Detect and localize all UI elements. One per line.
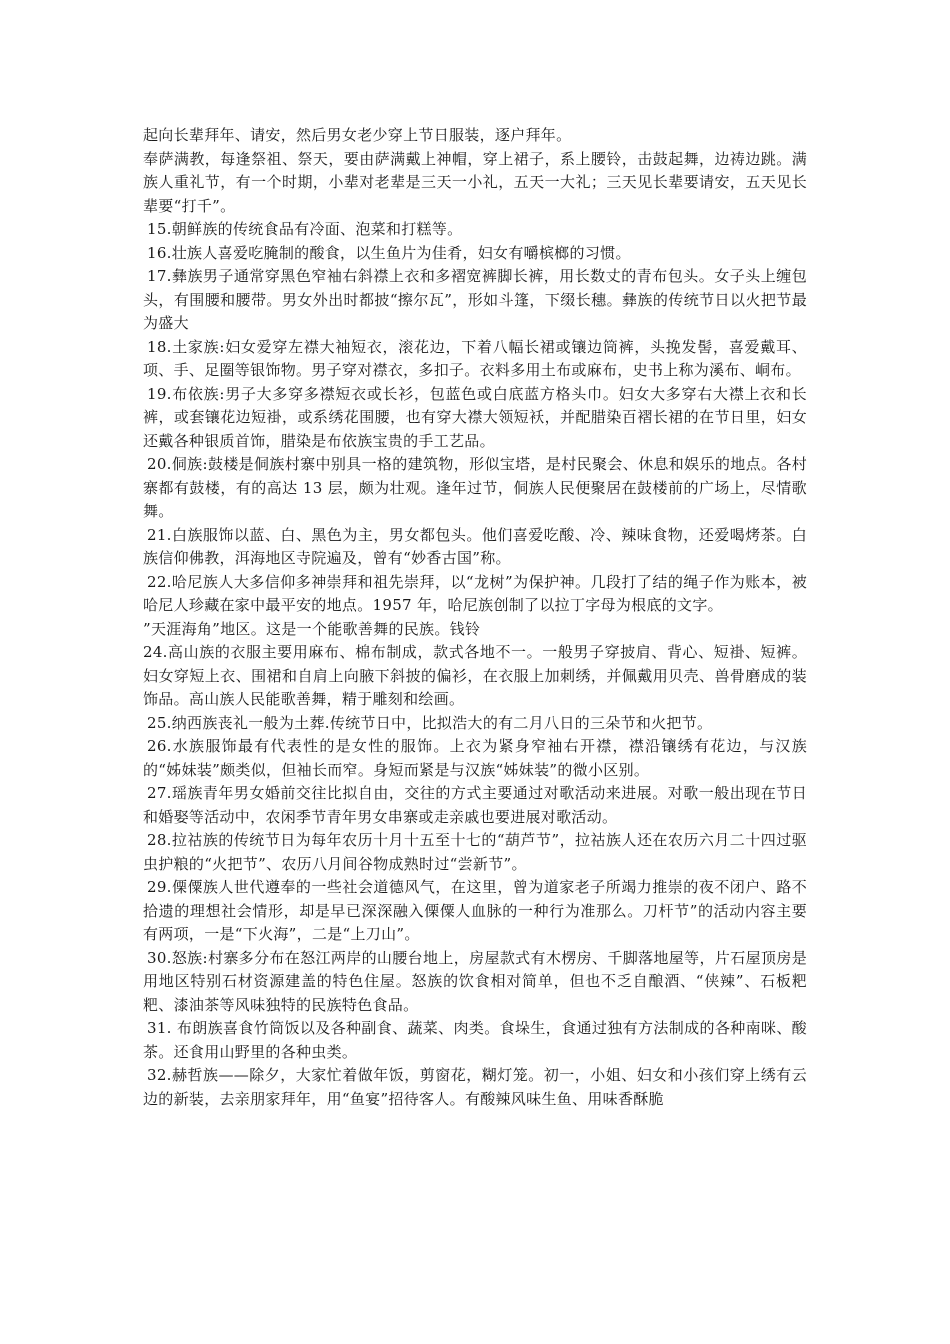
- paragraph: 18.土家族:妇女爱穿左襟大袖短衣，滚花边，下着八幅长裙或镶边筒裤，头挽发髻，喜爱戴耳、项、手、足圈等银饰物。男子穿对襟衣，多扣子。衣料多用土布或麻布，史书上称为溪布、峒布。: [143, 337, 807, 379]
- paragraph: 奉萨满教，每逢祭祖、祭天，要由萨满戴上神帽，穿上裙子，系上腰铃，击鼓起舞，边祷边跳。满族人重礼节，有一个时期，小辈对老辈是三天一小礼，五天一大礼；三天见长辈要请安，五天见长辈要“打千”。: [143, 149, 807, 215]
- paragraph: 30.怒族:村寨多分布在怒江两岸的山腰台地上，房屋款式有木楞房、千脚落地屋等，片石屋顶房是用地区特别石材资源建盖的特色住屋。怒族的饮食相对简单，但也不乏自酿酒、“侠辣”、石板粑粑、漆油茶等风味独特的民族特色食品。: [143, 948, 807, 1014]
- paragraph: 28.拉祜族的传统节日为每年农历十月十五至十七的“葫芦节”，拉祜族人还在农历六月二十四过驱虫护粮的“火把节”、农历八月间谷物成熟时过“尝新节”。: [143, 831, 807, 873]
- paragraph: 15.朝鲜族的传统食品有冷面、泡菜和打糕等。: [147, 220, 463, 238]
- paragraph: 17.彝族男子通常穿黑色窄袖右斜襟上衣和多褶宽裤脚长裤，用长数丈的青布包头。女子头上缠包头，有围腰和腰带。男女外出时都披“擦尔瓦”，形如斗篷，下缀长穗。彝族的传统节日以火把节最为盛大: [143, 267, 807, 332]
- paragraph: 29.傈僳族人世代遵奉的一些社会道德风气，在这里，曾为道家老子所竭力推崇的夜不闭户、路不拾遗的理想社会情形，却是早已深深融入傈僳人血脉的一种行为准那么。刀杆节”的活动内容主要有两项，一是“下火海”，二是“上刀山”。: [143, 878, 807, 943]
- paragraph: 20.侗族:鼓楼是侗族村寨中别具一格的建筑物，形似宝塔，是村民聚会、休息和娱乐的地点。各村寨都有鼓楼，有的高达 13 层，颇为壮观。逢年过节，侗族人民便聚居在鼓楼前的广场上，尽情歌舞。: [143, 455, 807, 520]
- paragraph: 26.水族服饰最有代表性的是女性的服饰。上衣为紧身窄袖右开襟，襟沿镶绣有花边，与汉族的“姊妹装”颇类似，但袖长而窄。身短而紧是与汉族“姊妹装”的微小区别。: [143, 737, 807, 779]
- paragraph: 31. 布朗族喜食竹筒饭以及各种副食、蔬菜、肉类。食垛生，食通过独有方法制成的各种南咪、酸茶。还食用山野里的各种虫类。: [143, 1019, 807, 1061]
- document-body: [143, 124, 807, 1111]
- paragraph: 19.布依族:男子大多穿多襟短衣或长衫，包蓝色或白底蓝方格头巾。妇女大多穿右大襟上衣和长裤，或套镶花边短褂，或系绣花围腰，也有穿大襟大领短袄，并配腊染百褶长裙的在节日里，妇女还戴各种银质首饰，腊染是布依族宝贵的手工艺品。: [143, 384, 807, 450]
- paragraph: 22.哈尼族人大多信仰多神崇拜和祖先崇拜，以“龙树”为保护神。几段打了结的绳子作为账本，被哈尼人珍藏在家中最平安的地点。1957 年，哈尼族创制了以拉丁字母为根底的文字。: [143, 572, 807, 614]
- paragraph: 25.纳西族丧礼一般为土葬.传统节日中，比拟浩大的有二月八日的三朵节和火把节。: [147, 713, 713, 732]
- paragraph: 起向长辈拜年、请安，然后男女老少穿上节日服装，逐户拜年。: [143, 126, 572, 144]
- paragraph: 27.瑶族青年男女婚前交往比拟自由，交往的方式主要通过对歌活动来进展。对歌一般出现在节日和婚娶等活动中，农闲季节青年男女串寨或走亲戚也要进展对歌活动。: [143, 784, 807, 826]
- paragraph: ”天涯海角”地区。这是一个能歌善舞的民族。钱铃: [143, 619, 481, 638]
- paragraph: 21.白族服饰以蓝、白、黑色为主，男女都包头。他们喜爱吃酸、冷、辣味食物，还爱喝烤茶。白族信仰佛教，洱海地区寺院遍及，曾有“妙香古国”称。: [143, 525, 807, 567]
- paragraph: 32.赫哲族——除夕，大家忙着做年饭，剪窗花，糊灯笼。初一，小姐、妇女和小孩们穿上绣有云边的新装，去亲朋家拜年，用“鱼宴”招待客人。有酸辣风味生鱼、用味香酥脆: [143, 1066, 807, 1108]
- paragraph: 24.高山族的衣服主要用麻布、棉布制成，款式各地不一。一般男子穿披肩、背心、短褂、短裤。妇女穿短上衣、围裙和自肩上向腋下斜披的偏衫，在衣服上加刺绣，并佩戴用贝壳、兽骨磨成的装饰品。高山族人民能歌善舞，精于雕刻和绘画。: [143, 643, 807, 708]
- paragraph: 16.壮族人喜爱吃腌制的酸食，以生鱼片为佳肴，妇女有嚼槟榔的习惯。: [147, 243, 631, 262]
